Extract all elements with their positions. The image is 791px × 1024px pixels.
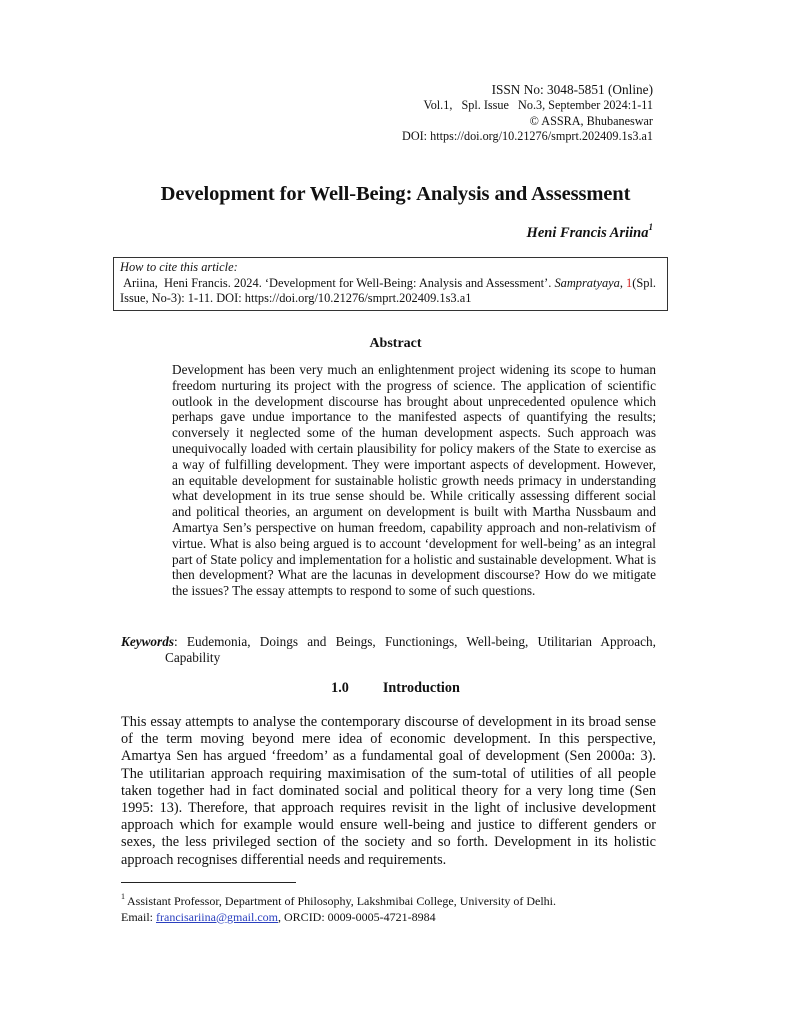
abstract-body: Development has been very much an enlightenment project widening its scope to human freedom nurturing its project with the progress of science. The application of scientific outlook in the development discourse has brought about unprecedented opulence which perhaps gave undue importance to the manifested aspects of quantifying the results; conversely it neglected some of the human development aspects. Such approach was unequivocally loaded with certain plausibility for policy makers of the State to exercise as a way of fulfilling development. They were important aspects of development. However, an equitable development for sustainable holistic growth needs primacy in understanding what development in its true sense should be. While critically assessing different social and political theories, an argument on development is built with Martha Nussbaum and Amartya Sen’s perspective on human freedom, capability approach and non-relativism of virtue. What is also being argued is to account ‘development for well-being’ as an integral part of State policy and implementation for a holistic and sustainable development. What is then development? What are the lacunas in development discourse? How do we mitigate the issues? The essay attempts to respond to some of such questions. — [172, 362, 656, 599]
abstract-heading: Abstract — [369, 336, 422, 351]
author-name — [527, 223, 653, 242]
doi-line: DOI: https://doi.org/10.21276/smprt.202409.1s3.a1 — [402, 129, 653, 143]
section-heading-introduction — [0, 680, 791, 697]
keywords-label: Keywords — [121, 634, 174, 649]
citation-journal: Sampratyaya — [554, 275, 620, 290]
author-text: Heni Francis Ariina — [526, 224, 649, 241]
footnote-divider — [121, 882, 296, 883]
volume-line: Vol.1, Spl. Issue No.3, September 2024:1-11 — [423, 98, 653, 112]
paper-title: Development for Well-Being: Analysis and Assessment — [160, 183, 631, 205]
email-link[interactable]: francisariina@gmail.com — [156, 909, 279, 924]
orcid-text: , ORCID: 0009-0005-4721-8984 — [278, 909, 436, 924]
introduction-body: This essay attempts to analyse the contemporary discourse of development in its broad sense of the term moving beyond mere idea of economic development. In this perspective, Amartya Sen has argued ‘freedom’ as a fundamental goal of development (Sen 2000a: 3). The utilitarian approach requiring maximisation of the sum-total of utilities of all people taken together had in fact dominated social and political theory for a very long time (Sen 1995: 13). Therefore, that approach requires revisit in the light of inclusive development approach which for example would ensure well-being and justice to different genders or sexes, the less privileged section of the society and so forth. Development in its holistic approach recognises differential needs and requirements. — [121, 714, 656, 868]
section-title: Introduction — [382, 680, 460, 696]
citation-label: How to cite this article: — [120, 260, 238, 274]
footnote — [121, 890, 661, 925]
email-label: Email: — [121, 909, 156, 924]
citation-volume: 1 — [626, 275, 633, 290]
footnote-affiliation — [121, 890, 661, 910]
affiliation-text: Assistant Professor, Department of Philosophy, Lakshmibai College, University of Delhi. — [127, 894, 557, 908]
keywords-text: : Eudemonia, Doings and Beings, Functionings, Well-being, Utilitarian Approach, Capability — [165, 634, 656, 665]
citation-separator: , — [619, 275, 627, 290]
copyright-line: © ASSRA, Bhubaneswar — [529, 113, 653, 128]
author-footnote-mark: 1 — [648, 222, 653, 232]
section-number: 1.0 — [331, 680, 349, 696]
footnote-mark: 1 — [121, 892, 125, 901]
journal-header — [402, 82, 653, 145]
citation-rest: (Spl. Issue, No-3): 1-11. DOI: https://doi.org/10.21276/smprt.202409.1s3.a1 — [120, 275, 657, 306]
citation-box — [113, 257, 668, 311]
footnote-contact — [121, 910, 661, 926]
issn-line: ISSN No: 3048-5851 (Online) — [491, 82, 653, 97]
keywords — [121, 634, 656, 666]
citation-text: Ariina, Heni Francis. 2024. ‘Development for Well-Being: Analysis and Assessment’. — [120, 275, 555, 290]
